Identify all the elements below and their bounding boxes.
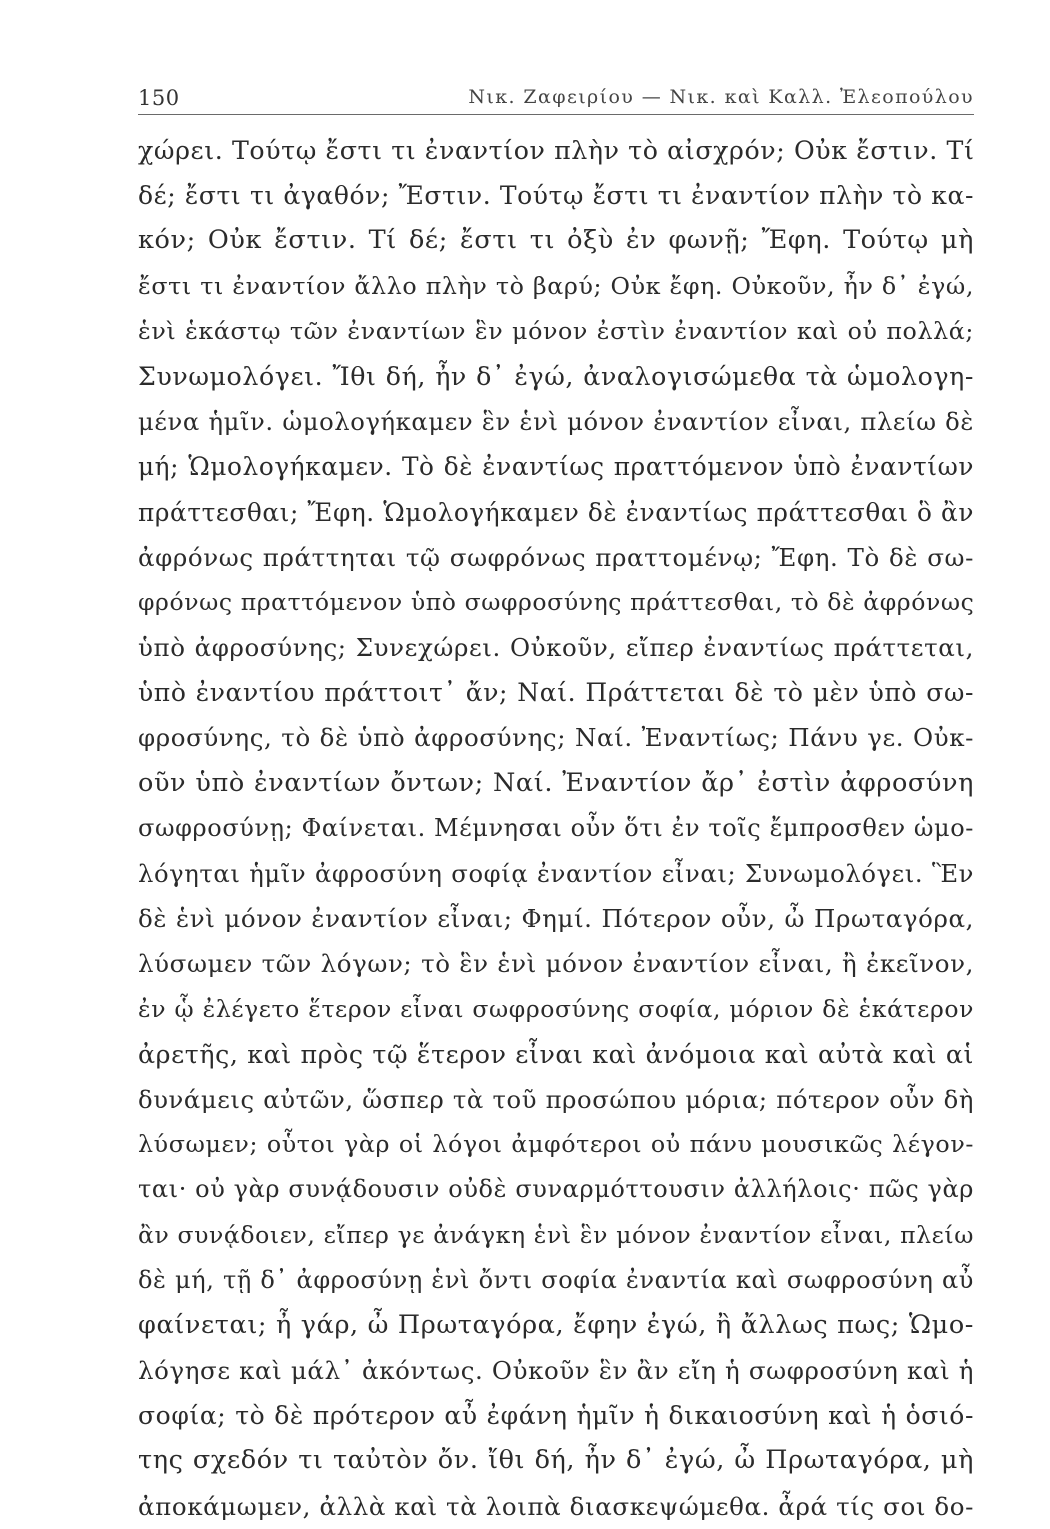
running-header [138, 84, 974, 110]
text-line: ἀποκάμωμεν, ἀλλὰ καὶ τὰ λοιπὰ διασκεψώμεθα. ἆρά τίς σοι δο- [138, 1491, 974, 1521]
text-line: φροσύνης, τὸ δὲ ὑπὸ ἀφροσύνης; Ναί. Ἐναντίως; Πάνυ γε. Οὐκ- [138, 723, 974, 753]
text-line: ὑπὸ ἐναντίου πράττοιτ᾽ ἄν; Ναί. Πράττεται δὲ τὸ μὲν ὑπὸ σω- [138, 678, 974, 708]
text-line: σοφία; τὸ δὲ πρότερον αὖ ἐφάνη ἡμῖν ἡ δικαιοσύνη καὶ ἡ ὁσιό- [138, 1401, 974, 1431]
text-line: δέ; ἔστι τι ἀγαθόν; Ἔστιν. Τούτῳ ἔστι τι ἐναντίον πλὴν τὸ κα- [138, 181, 974, 211]
text-line: ἑνὶ ἑκάστῳ τῶν ἐναντίων ἓν μόνον ἐστὶν ἐναντίον καὶ οὐ πολλά; [138, 316, 974, 345]
text-line: λύσωμεν τῶν λόγων; τὸ ἓν ἑνὶ μόνον ἐναντίον εἶναι, ἢ ἐκεῖνον, [138, 949, 974, 979]
text-line: ἀρετῆς, καὶ πρὸς τῷ ἕτερον εἶναι καὶ ἀνόμοια καὶ αὐτὰ καὶ αἱ [138, 1039, 974, 1069]
text-line: ἔστι τι ἐναντίον ἄλλο πλὴν τὸ βαρύ; Οὐκ ἔφη. Οὐκοῦν, ἦν δ᾽ ἐγώ, [138, 271, 974, 300]
text-line: σωφροσύνῃ; Φαίνεται. Μέμνησαι οὖν ὅτι ἐν τοῖς ἔμπροσθεν ὡμο- [138, 813, 974, 842]
text-line: χώρει. Τούτῳ ἔστι τι ἐναντίον πλὴν τὸ αἰσχρόν; Οὐκ ἔστιν. Τί [138, 136, 975, 165]
text-line: δυνάμεις αὐτῶν, ὥσπερ τὰ τοῦ προσώπου μόρια; πότερον οὖν δὴ [138, 1084, 974, 1114]
text-line: της σχεδόν τι ταὐτὸν ὄν. ἴθι δή, ἦν δ᾽ ἐγώ, ὦ Πρωταγόρα, μὴ [138, 1445, 974, 1476]
body-text [138, 128, 974, 1529]
text-line: κόν; Οὐκ ἔστιν. Τί δέ; ἔστι τι ὀξὺ ἐν φωνῇ; Ἔφη. Τούτῳ μὴ [138, 225, 974, 256]
text-line: λόγηται ἡμῖν ἀφροσύνη σοφίᾳ ἐναντίον εἶναι; Συνωμολόγει. Ἓν [138, 859, 974, 888]
text-line: οῦν ὑπὸ ἐναντίων ὄντων; Ναί. Ἐναντίον ἄρ᾽ ἐστὶν ἀφροσύνη [138, 767, 974, 798]
text-line: ἀφρόνως πράττηται τῷ σωφρόνως πραττομένῳ; Ἔφη. Τὸ δὲ σω- [138, 542, 974, 572]
text-line: Συνωμολόγει. Ἴθι δή, ἦν δ᾽ ἐγώ, ἀναλογισώμεθα τὰ ὡμολογη- [138, 361, 974, 391]
page-number: 150 [138, 86, 180, 110]
text-line: ἂν συνᾴδοιεν, εἴπερ γε ἀνάγκη ἑνὶ ἓν μόνον ἐναντίον εἶναι, πλείω [138, 1220, 974, 1249]
text-line: μή; Ὡμολογήκαμεν. Τὸ δὲ ἐναντίως πραττόμενον ὑπὸ ἐναντίων [138, 452, 974, 482]
text-line: λύσωμεν; οὗτοι γὰρ οἱ λόγοι ἀμφότεροι οὐ πάνυ μουσικῶς λέγον- [138, 1130, 974, 1159]
text-line: ὑπὸ ἀφροσύνης; Συνεχώρει. Οὐκοῦν, εἴπερ ἐναντίως πράττεται, [138, 633, 974, 663]
running-title: Νικ. Ζαφειρίου — Νικ. καὶ Καλλ. Ἐλεοπούλου [468, 86, 974, 108]
text-line: ἐν ᾧ ἐλέγετο ἕτερον εἶναι σωφροσύνης σοφία, μόριον δὲ ἑκάτερον [138, 994, 974, 1023]
text-line: δὲ ἑνὶ μόνον ἐναντίον εἶναι; Φημί. Πότερον οὖν, ὦ Πρωταγόρα, [138, 904, 974, 934]
text-line: ται· οὐ γὰρ συνᾴδουσιν οὐδὲ συναρμόττουσιν ἀλλήλοις· πῶς γὰρ [138, 1175, 974, 1204]
text-line: λόγησε καὶ μάλ᾽ ἀκόντως. Οὐκοῦν ἓν ἂν εἴη ἡ σωφροσύνη καὶ ἡ [138, 1356, 974, 1386]
header-rule [138, 114, 974, 115]
text-line: φρόνως πραττόμενον ὑπὸ σωφροσύνης πράττεσθαι, τὸ δὲ ἀφρόνως [138, 587, 975, 616]
text-line: πράττεσθαι; Ἔφη. Ὡμολογήκαμεν δὲ ἐναντίως πράττεσθαι ὃ ἂν [138, 497, 974, 527]
text-line: φαίνεται; ἦ γάρ, ὦ Πρωταγόρα, ἔφην ἐγώ, ἢ ἄλλως πως; Ὡμο- [138, 1309, 974, 1340]
text-line: μένα ἡμῖν. ὡμολογήκαμεν ἓν ἑνὶ μόνον ἐναντίον εἶναι, πλείω δὲ [138, 407, 974, 437]
text-line: δὲ μή, τῇ δ᾽ ἀφροσύνῃ ἑνὶ ὄντι σοφία ἐναντία καὶ σωφροσύνη αὖ [138, 1265, 974, 1294]
